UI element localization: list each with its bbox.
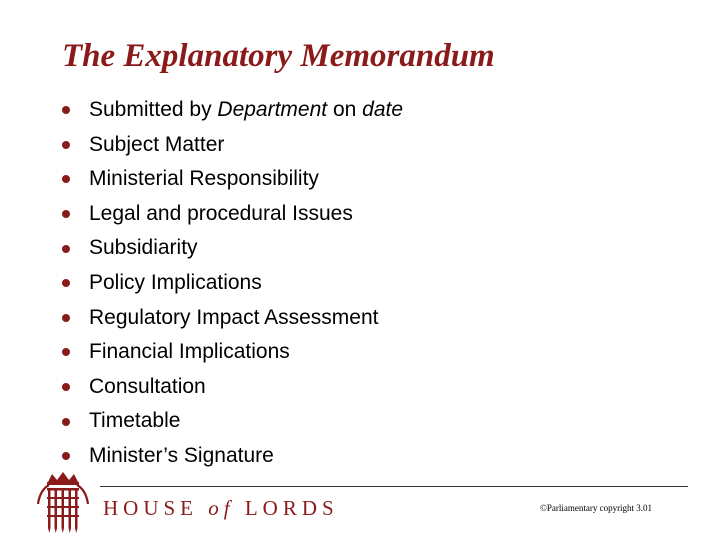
bullet-text: Timetable <box>89 409 181 433</box>
bullet-text: Financial Implications <box>89 340 290 364</box>
footer-divider <box>100 486 688 487</box>
portcullis-icon <box>32 470 94 534</box>
bullet-icon <box>62 452 70 460</box>
bullet-text: Ministerial Responsibility <box>89 167 319 191</box>
bullet-item <box>62 93 403 128</box>
slide-title: The Explanatory Memorandum <box>62 38 495 74</box>
bullet-icon <box>62 383 70 391</box>
bullet-item <box>62 162 403 197</box>
bullet-text: Legal and procedural Issues <box>89 201 353 225</box>
bullet-item <box>62 301 403 336</box>
bullet-icon <box>62 106 70 114</box>
bullet-text: Subsidiarity <box>89 236 198 260</box>
bullet-item <box>62 197 403 232</box>
bullet-text: Minister’s Signature <box>89 443 274 467</box>
bullet-icon <box>62 245 70 253</box>
bullet-text: Policy Implications <box>89 270 262 294</box>
bullet-item <box>62 439 403 474</box>
bullet-item <box>62 128 403 163</box>
bullet-text: Subject Matter <box>89 132 225 156</box>
house-of-lords-wordmark: HOUSE of LORDS <box>103 496 339 520</box>
bullet-text: Regulatory Impact Assessment <box>89 305 379 329</box>
bullet-item <box>62 335 403 370</box>
bullet-icon <box>62 210 70 218</box>
bullet-icon <box>62 314 70 322</box>
bullet-icon <box>62 175 70 183</box>
bullet-text: Submitted by Department on date <box>89 98 404 121</box>
bullet-item <box>62 231 403 266</box>
bullet-item <box>62 404 403 439</box>
bullet-text: Consultation <box>89 374 206 398</box>
bullet-icon <box>62 279 70 287</box>
copyright-notice: ©Parliamentary copyright 3.01 <box>540 503 653 513</box>
bullet-icon <box>62 141 70 149</box>
bullet-icon <box>62 348 70 356</box>
bullet-item <box>62 370 403 405</box>
bullet-list <box>62 93 403 474</box>
bullet-item <box>62 266 403 301</box>
bullet-icon <box>62 418 70 426</box>
